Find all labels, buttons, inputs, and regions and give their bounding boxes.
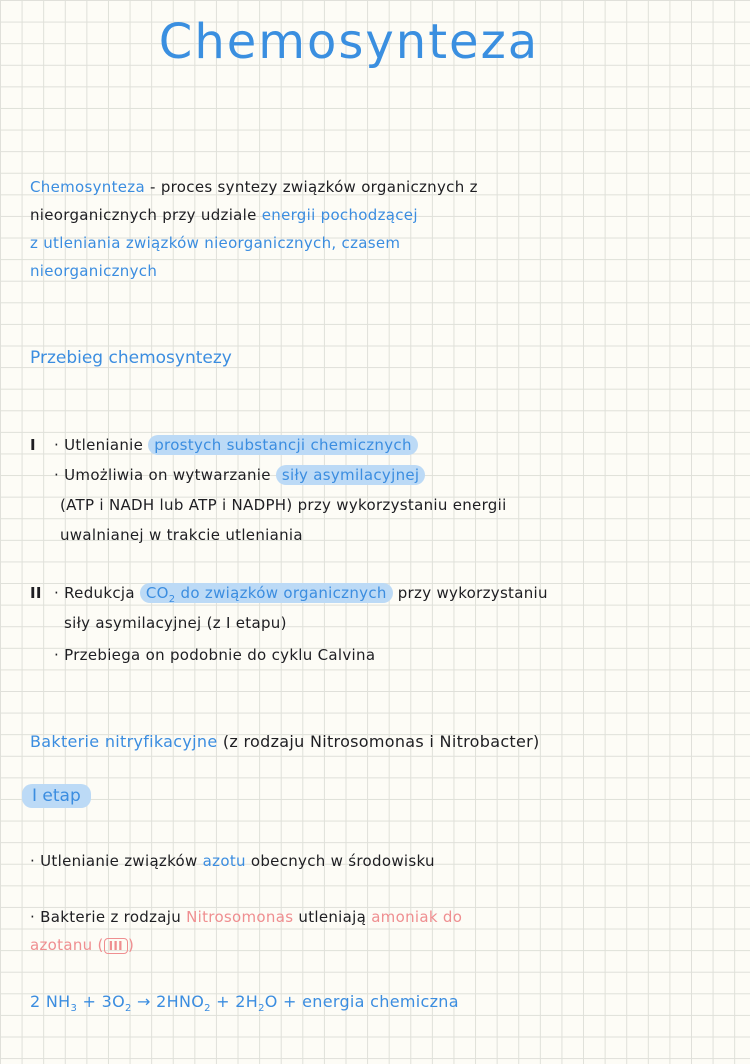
definition-line-1 [30, 178, 478, 196]
bacteria-amoniak: amoniak do [371, 908, 463, 926]
bacteria-azot: azotu [202, 852, 246, 870]
stage2-highlight [140, 583, 393, 603]
eq-p2: + 3O [77, 992, 125, 1011]
bacteria-heading-line [30, 732, 540, 751]
definition-text-3: z utleniania związków nieorganicznych, [30, 234, 342, 252]
equation [30, 992, 459, 1014]
definition-line-4: nieorganicznych [30, 262, 158, 280]
stage1-highlight-1: prostych substancji chemicznych [148, 435, 418, 455]
page-title: Chemosynteza [158, 14, 540, 70]
definition-energy: energii pochodzącej [261, 206, 418, 224]
section-heading-bacteria: Bakterie nitryfikacyjne [30, 732, 218, 751]
etap-badge: I etap [22, 784, 91, 808]
bacteria-nitrosomonas: Nitrosomonas [186, 908, 294, 926]
stage1-line-4: uwalnianej w trakcie utleniania [60, 526, 303, 544]
definition-text-1: - proces syntezy związków organicznych z [144, 178, 478, 196]
bacteria-point-1 [30, 852, 435, 870]
definition-czasem: czasem [341, 234, 401, 252]
stage1-numeral: I [30, 436, 36, 454]
stage2-text-1b: przy wykorzystaniu [392, 584, 548, 602]
eq-p3: → 2HNO [131, 992, 205, 1011]
bacteria-point-2-a: · Bakterie z rodzaju [30, 908, 187, 926]
stage1-line-1 [30, 436, 418, 454]
eq-p5: O + [264, 992, 303, 1011]
stage1-text-1: · Utlenianie [54, 436, 149, 454]
eq-p1: 2 NH [30, 992, 71, 1011]
bacteria-point-2-c: utleniają [293, 908, 372, 926]
section-heading-przebieg: Przebieg chemosyntezy [30, 348, 232, 368]
bacteria-note: (z rodzaju Nitrosomonas i Nitrobacter) [217, 732, 540, 751]
bacteria-paren: ) [127, 936, 135, 954]
stage2-co-label: CO [145, 584, 169, 602]
definition-line-3 [30, 234, 400, 252]
stage1-highlight-2: siły asymilacyjnej [276, 465, 426, 485]
definition-line-2 [30, 206, 418, 224]
stage2-co-sub: 2 [168, 594, 176, 605]
bacteria-roman-iii: III [104, 938, 128, 954]
definition-text-2: nieorganicznych przy udziale [30, 206, 262, 224]
stage1-line-2 [54, 466, 425, 484]
definition-term: Chemosynteza [30, 178, 145, 196]
bacteria-point-1-c: obecnych w środowisku [245, 852, 435, 870]
stage2-text-1: · Redukcja [54, 584, 140, 602]
bacteria-point-3 [30, 936, 134, 954]
stage1-line-3: (ATP i NADH lub ATP i NADPH) przy wykorzystaniu energii [60, 496, 507, 514]
eq-energy: energia chemiczna [302, 992, 459, 1011]
stage2-line-2: siły asymilacyjnej (z I etapu) [64, 614, 287, 632]
eq-s1: 3 [70, 1003, 78, 1015]
stage2-line-1 [30, 584, 548, 605]
stage2-co-post: do związków organicznych [175, 584, 387, 602]
bacteria-azotan: azotanu ( [30, 936, 104, 954]
eq-s2: 2 [125, 1003, 132, 1015]
eq-s4: 2 [258, 1003, 265, 1015]
eq-p4: + 2H [210, 992, 259, 1011]
bacteria-point-1-a: · Utlenianie związków [30, 852, 203, 870]
stage2-line-3: · Przebiega on podobnie do cyklu Calvina [54, 646, 376, 664]
eq-s3: 2 [204, 1003, 211, 1015]
bacteria-point-2 [30, 908, 462, 926]
stage2-numeral: II [30, 584, 42, 602]
stage1-text-2: · Umożliwia on wytwarzanie [54, 466, 276, 484]
